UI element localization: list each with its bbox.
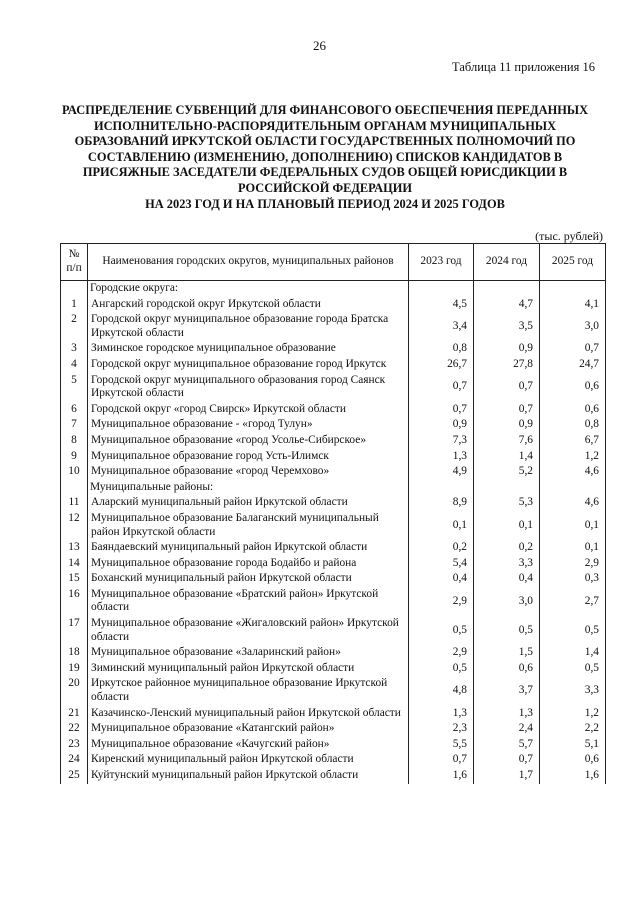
value-2023: 0,4 (409, 571, 474, 587)
group-label: Муниципальные районы: (88, 480, 409, 496)
row-number: 11 (61, 495, 88, 511)
municipality-name: Муниципальное образование «Жигаловский район» Иркутской области (88, 616, 409, 645)
table-row (61, 706, 606, 722)
value-2025: 6,7 (540, 433, 606, 449)
value-2024 (474, 281, 540, 297)
row-number: 8 (61, 433, 88, 449)
value-2025: 1,2 (540, 706, 606, 722)
value-2024: 1,5 (474, 645, 540, 661)
value-2025 (540, 281, 606, 297)
municipality-name: Боханский муниципальный район Иркутской области (88, 571, 409, 587)
table-row (61, 402, 606, 418)
row-number: 5 (61, 373, 88, 402)
value-2025: 0,5 (540, 661, 606, 677)
table-row (61, 540, 606, 556)
table-row (61, 511, 606, 540)
municipality-name: Иркутское районное муниципальное образование Иркутской области (88, 676, 409, 705)
value-2023: 5,4 (409, 556, 474, 572)
table-row (61, 737, 606, 753)
table-row (61, 676, 606, 705)
title-line: ИСПОЛНИТЕЛЬНО-РАСПОРЯДИТЕЛЬНЫМ ОРГАНАМ МУНИЦИПАЛЬНЫХ (93, 118, 557, 133)
table-row (61, 721, 606, 737)
value-2025: 1,2 (540, 449, 606, 465)
municipality-name: Муниципальное образование город Усть-Илимск (88, 449, 409, 465)
table-row (61, 373, 606, 402)
municipality-name: Зиминский муниципальный район Иркутской области (88, 661, 409, 677)
municipality-name: Муниципальное образование «город Усолье-Сибирское» (88, 433, 409, 449)
value-2025: 3,0 (540, 312, 606, 341)
value-2025: 2,2 (540, 721, 606, 737)
municipality-name: Муниципальное образование - «город Тулун» (88, 417, 409, 433)
title-line: ПРИСЯЖНЫЕ ЗАСЕДАТЕЛИ ФЕДЕРАЛЬНЫХ СУДОВ ОБЩЕЙ ЮРИСДИКЦИИ В (82, 165, 568, 180)
row-number: 17 (61, 616, 88, 645)
municipality-name: Куйтунский муниципальный район Иркутской области (88, 768, 409, 784)
row-number: 18 (61, 645, 88, 661)
value-2024: 3,0 (474, 587, 540, 616)
row-number: 14 (61, 556, 88, 572)
row-number: 15 (61, 571, 88, 587)
value-2024: 7,6 (474, 433, 540, 449)
value-2023: 0,2 (409, 540, 474, 556)
value-2025: 0,1 (540, 540, 606, 556)
value-2024: 0,1 (474, 511, 540, 540)
row-number: 4 (61, 357, 88, 373)
value-2024: 5,3 (474, 495, 540, 511)
value-2023: 0,7 (409, 373, 474, 402)
value-2024: 1,7 (474, 768, 540, 784)
value-2025: 0,6 (540, 402, 606, 418)
value-2023: 0,9 (409, 417, 474, 433)
value-2025: 3,3 (540, 676, 606, 705)
table-row (61, 495, 606, 511)
value-2025: 4,1 (540, 297, 606, 313)
value-2024: 0,7 (474, 402, 540, 418)
value-2025: 0,8 (540, 417, 606, 433)
value-2023: 0,7 (409, 402, 474, 418)
value-2023: 0,1 (409, 511, 474, 540)
row-number (61, 281, 88, 297)
value-2023: 4,5 (409, 297, 474, 313)
value-2025 (540, 480, 606, 496)
table-row (61, 616, 606, 645)
value-2024: 0,4 (474, 571, 540, 587)
table-row (61, 587, 606, 616)
value-2024: 2,4 (474, 721, 540, 737)
municipality-name: Муниципальное образование Балаганский муниципальный район Иркутской области (88, 511, 409, 540)
table-row (61, 433, 606, 449)
value-2023: 8,9 (409, 495, 474, 511)
value-2023: 2,3 (409, 721, 474, 737)
row-number: 25 (61, 768, 88, 784)
row-number: 23 (61, 737, 88, 753)
value-2024: 0,6 (474, 661, 540, 677)
value-2023: 26,7 (409, 357, 474, 373)
value-2023: 5,5 (409, 737, 474, 753)
value-2023: 0,5 (409, 616, 474, 645)
value-2023: 4,8 (409, 676, 474, 705)
value-2023: 1,3 (409, 706, 474, 722)
value-2023: 1,6 (409, 768, 474, 784)
title-line: НА 2023 ГОД И НА ПЛАНОВЫЙ ПЕРИОД 2024 И 2025 ГОДОВ (145, 196, 505, 211)
value-2023: 4,9 (409, 464, 474, 480)
row-number: 21 (61, 706, 88, 722)
municipality-name: Городской округ «город Свирск» Иркутской области (88, 402, 409, 418)
row-number: 12 (61, 511, 88, 540)
table-row (61, 768, 606, 784)
document-title (60, 103, 590, 212)
value-2023: 7,3 (409, 433, 474, 449)
municipality-name: Муниципальное образование «Заларинский район» (88, 645, 409, 661)
value-2024: 0,7 (474, 752, 540, 768)
value-2024: 27,8 (474, 357, 540, 373)
municipality-name: Муниципальное образование «Катангский район» (88, 721, 409, 737)
title-line: РАСПРЕДЕЛЕНИЕ СУБВЕНЦИЙ ДЛЯ ФИНАНСОВОГО ОБЕСПЕЧЕНИЯ ПЕРЕДАННЫХ (61, 103, 589, 117)
value-2025: 4,6 (540, 495, 606, 511)
header-2025: 2025 год (540, 244, 606, 281)
table-row (61, 449, 606, 465)
group-row (61, 281, 606, 297)
units-label: (тыс. рублей) (535, 229, 603, 243)
value-2024: 0,9 (474, 417, 540, 433)
value-2025: 2,7 (540, 587, 606, 616)
value-2023: 0,7 (409, 752, 474, 768)
table-reference: Таблица 11 приложения 16 (452, 60, 595, 74)
value-2023: 1,3 (409, 449, 474, 465)
value-2024: 0,2 (474, 540, 540, 556)
table-row (61, 571, 606, 587)
value-2025: 0,7 (540, 341, 606, 357)
municipality-name: Баяндаевский муниципальный район Иркутской области (88, 540, 409, 556)
row-number: 1 (61, 297, 88, 313)
municipality-name: Муниципальное образование города Бодайбо и района (88, 556, 409, 572)
row-number: 19 (61, 661, 88, 677)
value-2023: 2,9 (409, 645, 474, 661)
table-row (61, 297, 606, 313)
municipality-name: Городской округ муниципальное образование город Иркутск (88, 357, 409, 373)
table-row (61, 357, 606, 373)
value-2025: 0,5 (540, 616, 606, 645)
value-2023 (409, 480, 474, 496)
page-number: 26 (313, 38, 326, 53)
value-2024: 0,9 (474, 341, 540, 357)
value-2023: 0,5 (409, 661, 474, 677)
title-line: ОБРАЗОВАНИЙ ИРКУТСКОЙ ОБЛАСТИ ГОСУДАРСТВЕННЫХ ПОЛНОМОЧИЙ ПО (74, 134, 576, 149)
row-number: 22 (61, 721, 88, 737)
table-row (61, 661, 606, 677)
municipality-name: Зиминское городское муниципальное образование (88, 341, 409, 357)
table-body (61, 281, 606, 784)
municipality-name: Городской округ муниципального образования город Саянск Иркутской области (88, 373, 409, 402)
value-2025: 5,1 (540, 737, 606, 753)
table-row (61, 752, 606, 768)
value-2023: 0,8 (409, 341, 474, 357)
header-name: Наименования городских округов, муниципальных районов (88, 244, 409, 281)
header-2023: 2023 год (409, 244, 474, 281)
value-2023: 3,4 (409, 312, 474, 341)
table-row (61, 341, 606, 357)
row-number: 2 (61, 312, 88, 341)
municipality-name: Казачинско-Ленский муниципальный район Иркутской области (88, 706, 409, 722)
row-number: 13 (61, 540, 88, 556)
subsidy-table (60, 243, 606, 784)
header-2024: 2024 год (474, 244, 540, 281)
row-number: 6 (61, 402, 88, 418)
row-number: 9 (61, 449, 88, 465)
municipality-name: Муниципальное образование «город Черемхово» (88, 464, 409, 480)
group-row (61, 480, 606, 496)
header-num: № п/п (61, 244, 88, 281)
municipality-name: Городской округ муниципальное образование города Братска Иркутской области (88, 312, 409, 341)
value-2025: 24,7 (540, 357, 606, 373)
value-2025: 0,6 (540, 752, 606, 768)
table-row (61, 556, 606, 572)
table-row (61, 464, 606, 480)
title-line: СОСТАВЛЕНИЮ (ИЗМЕНЕНИЮ, ДОПОЛНЕНИЮ) СПИСКОВ КАНДИДАТОВ В (87, 149, 563, 164)
table-row (61, 417, 606, 433)
row-number: 20 (61, 676, 88, 705)
row-number: 16 (61, 587, 88, 616)
value-2024: 1,3 (474, 706, 540, 722)
value-2025: 0,3 (540, 571, 606, 587)
value-2024: 5,2 (474, 464, 540, 480)
value-2025: 1,6 (540, 768, 606, 784)
table-row (61, 312, 606, 341)
municipality-name: Киренский муниципальный район Иркутской области (88, 752, 409, 768)
municipality-name: Муниципальное образование «Братский район» Иркутской области (88, 587, 409, 616)
group-label: Городские округа: (88, 281, 409, 297)
value-2025: 0,6 (540, 373, 606, 402)
value-2023 (409, 281, 474, 297)
value-2024: 1,4 (474, 449, 540, 465)
row-number: 10 (61, 464, 88, 480)
table-row (61, 645, 606, 661)
value-2024: 5,7 (474, 737, 540, 753)
value-2023: 2,9 (409, 587, 474, 616)
value-2024: 3,7 (474, 676, 540, 705)
value-2024: 3,3 (474, 556, 540, 572)
value-2025: 2,9 (540, 556, 606, 572)
title-line: РОССИЙСКОЙ ФЕДЕРАЦИИ (238, 180, 412, 195)
row-number: 3 (61, 341, 88, 357)
value-2024: 0,7 (474, 373, 540, 402)
table-header-row (61, 244, 606, 281)
value-2024: 4,7 (474, 297, 540, 313)
municipality-name: Ангарский городской округ Иркутской области (88, 297, 409, 313)
municipality-name: Аларский муниципальный район Иркутской области (88, 495, 409, 511)
value-2025: 0,1 (540, 511, 606, 540)
value-2025: 1,4 (540, 645, 606, 661)
row-number: 24 (61, 752, 88, 768)
row-number: 7 (61, 417, 88, 433)
value-2024 (474, 480, 540, 496)
municipality-name: Муниципальное образование «Качугский район» (88, 737, 409, 753)
row-number (61, 480, 88, 496)
value-2025: 4,6 (540, 464, 606, 480)
value-2024: 3,5 (474, 312, 540, 341)
value-2024: 0,5 (474, 616, 540, 645)
